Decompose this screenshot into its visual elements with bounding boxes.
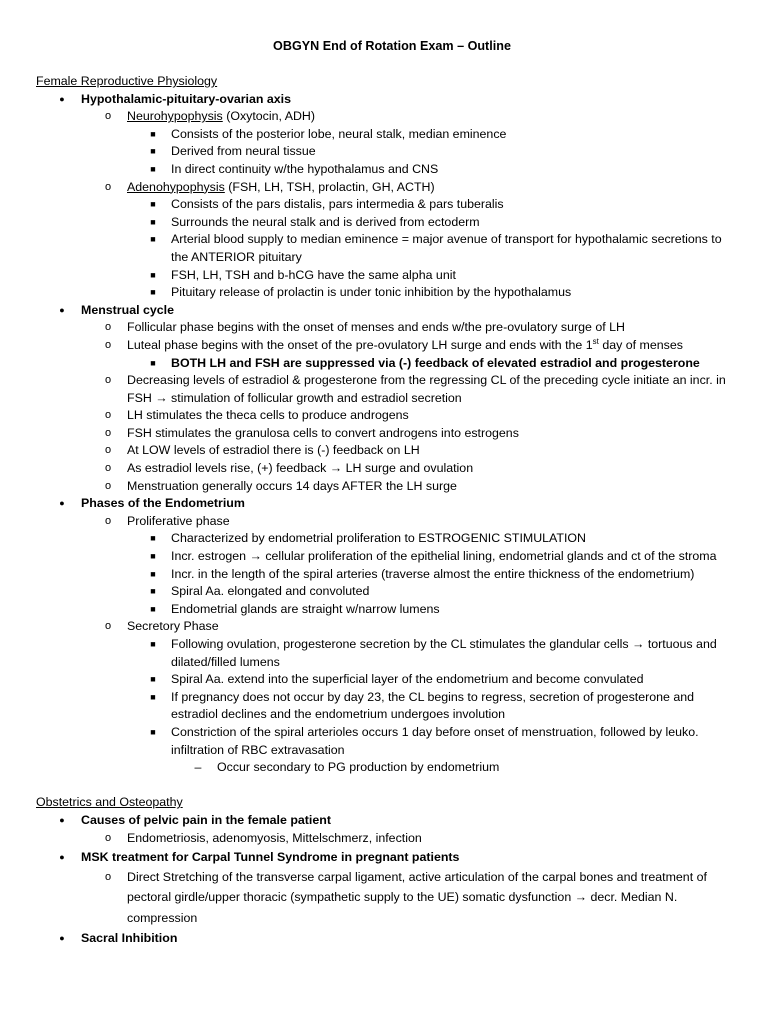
item-text: Luteal phase begins with the onset of the pre-ovulatory LH surge and ends with the 1 — [127, 337, 593, 352]
item-text: Derived from neural tissue — [171, 144, 316, 159]
bullet-square-icon: ■ — [150, 199, 156, 210]
list-item — [36, 636, 740, 671]
bullet-square-icon: ■ — [150, 128, 156, 139]
bullet-square-icon: ■ — [150, 726, 156, 737]
section-heading-physiology: Female Reproductive Physiology — [36, 74, 218, 88]
list-item — [36, 425, 740, 443]
bullet-square-icon: ■ — [150, 163, 156, 174]
bullet-square-icon: ■ — [150, 269, 156, 280]
item-text: FSH stimulates the granulosa cells to convert androgens into estrogens — [127, 425, 519, 440]
list-item — [36, 671, 740, 689]
list-item — [36, 442, 740, 460]
item-text: BOTH LH and FSH are suppressed via (-) feedback of elevated estradiol and progesterone — [171, 355, 700, 370]
bullet-square-icon: ■ — [150, 568, 156, 579]
bullet-circle-icon: o — [104, 409, 112, 422]
item-text: (Oxytocin, ADH) — [222, 109, 316, 124]
item-text: Decreasing levels of estradiol & progesterone from the regressing CL of the preceding cycle initiate an incr. in FSH → stimulation of follicular growth and estradiol secretion — [127, 373, 726, 405]
item-text: At LOW levels of estradiol there is (-) feedback on LH — [127, 443, 420, 458]
bullet-circle-icon: o — [104, 338, 112, 351]
item-text: As estradiol levels rise, (+) feedback → LH surge and ovulation — [127, 461, 474, 476]
item-text: Constriction of the spiral arterioles occurs 1 day before onset of menstruation, followed by leuko. infiltration of RBC extravasation — [171, 724, 699, 757]
list-item — [36, 460, 740, 478]
list-item — [36, 337, 740, 355]
item-text: Incr. estrogen → cellular proliferation of the epithelial lining, endometrial glands and ct of the stroma — [171, 549, 717, 564]
item-text: (FSH, LH, TSH, prolactin, GH, ACTH) — [224, 179, 435, 194]
list-item — [36, 759, 740, 777]
bullet-square-icon: ■ — [150, 287, 156, 298]
list-item — [36, 231, 740, 266]
outline-item-adenohypophysis — [36, 179, 740, 197]
bullet-circle-icon: o — [104, 444, 112, 457]
list-item — [36, 830, 740, 848]
list-item — [36, 319, 740, 337]
bullet-circle-icon: o — [104, 180, 112, 193]
bullet-square-icon: ■ — [150, 586, 156, 597]
item-text: Characterized by endometrial proliferation to ESTROGENIC STIMULATION — [171, 531, 586, 546]
list-item — [36, 143, 740, 161]
bullet-square-icon: ■ — [150, 357, 156, 368]
bullet-square-icon: ■ — [150, 691, 156, 702]
bullet-circle-icon: o — [104, 620, 112, 633]
item-text: Direct Stretching of the transverse carpal ligament, active articulation of the carpal bones and treatment of pectoral girdle/upper thoracic (sympathetic supply to the UE) somatic dysfunction → decr. Median N. compression — [127, 869, 707, 925]
list-item — [36, 583, 740, 601]
item-text: Surrounds the neural stalk and is derived from ectoderm — [171, 214, 480, 229]
bullet-dot-icon: ● — [59, 814, 65, 825]
item-label: Sacral Inhibition — [81, 931, 178, 946]
item-label: Menstrual cycle — [81, 302, 174, 317]
item-label: Hypothalamic-pituitary-ovarian axis — [81, 91, 292, 106]
list-item — [36, 724, 740, 759]
outline-item-carpal-tunnel — [36, 849, 740, 867]
bullet-circle-icon: o — [104, 321, 112, 334]
item-text: Secretory Phase — [127, 619, 219, 634]
outline-item-sacral-inhibition — [36, 930, 740, 948]
list-item — [36, 126, 740, 144]
item-text: Follicular phase begins with the onset of menses and ends w/the pre-ovulatory surge of LH — [127, 320, 625, 335]
outline-item-pelvic-pain — [36, 812, 740, 830]
item-text: Spiral Aa. elongated and convoluted — [171, 584, 370, 599]
bullet-square-icon: ■ — [150, 639, 156, 649]
item-text: day of menses — [598, 337, 683, 352]
outline-item-proliferative — [36, 513, 740, 531]
item-text: Endometrial glands are straight w/narrow lumens — [171, 601, 440, 616]
obstetrics-outline — [36, 812, 740, 948]
list-item — [36, 601, 740, 619]
item-label: Causes of pelvic pain in the female patient — [81, 812, 331, 827]
bullet-dot-icon: ● — [59, 498, 65, 509]
bullet-circle-icon: o — [104, 831, 112, 844]
bullet-square-icon: ■ — [150, 234, 156, 245]
item-text: Occur secondary to PG production by endometrium — [217, 760, 500, 775]
outline-item-axis — [36, 91, 740, 109]
list-item — [36, 267, 740, 285]
list-item — [36, 407, 740, 425]
bullet-square-icon: ■ — [150, 674, 156, 685]
list-item — [36, 867, 740, 929]
item-text: Menstruation generally occurs 14 days AFTER the LH surge — [127, 478, 457, 493]
outline-item-menstrual-cycle — [36, 302, 740, 320]
list-item — [36, 530, 740, 548]
outline-item-secretory — [36, 618, 740, 636]
item-text: If pregnancy does not occur by day 23, the CL begins to regress, secretion of progesterone and estradiol declines and the endometrium undergoes involution — [171, 689, 695, 722]
list-item — [36, 548, 740, 566]
list-item — [36, 284, 740, 302]
bullet-dash-icon: – — [194, 760, 202, 775]
item-text: Endometriosis, adenomyosis, Mittelschmerz, infection — [127, 830, 422, 845]
bullet-dot-icon: ● — [59, 852, 65, 863]
bullet-circle-icon: o — [104, 426, 112, 439]
bullet-square-icon: ■ — [150, 551, 156, 562]
item-text: Arterial blood supply to median eminence = major avenue of transport for hypothalamic secretions to the ANTERIOR pituitary — [171, 232, 722, 264]
item-text: Incr. in the length of the spiral arteries (traverse almost the entire thickness of the endometrium) — [171, 566, 695, 581]
bullet-circle-icon: o — [104, 110, 112, 123]
bullet-circle-icon: o — [104, 870, 112, 883]
bullet-circle-icon: o — [104, 462, 112, 475]
item-label: Phases of the Endometrium — [81, 496, 245, 511]
list-item — [36, 689, 740, 724]
item-text: Proliferative phase — [127, 513, 230, 528]
item-text: LH stimulates the theca cells to produce androgens — [127, 408, 409, 423]
bullet-square-icon: ■ — [150, 533, 156, 544]
item-text: Consists of the posterior lobe, neural stalk, median eminence — [171, 126, 507, 141]
item-text: FSH, LH, TSH and b-hCG have the same alpha unit — [171, 267, 456, 282]
section-heading-obstetrics: Obstetrics and Osteopathy — [36, 795, 183, 810]
item-text: Pituitary release of prolactin is under tonic inhibition by the hypothalamus — [171, 285, 572, 300]
bullet-dot-icon: ● — [59, 933, 65, 944]
list-item — [36, 355, 740, 373]
bullet-square-icon: ■ — [150, 216, 156, 227]
list-item — [36, 214, 740, 232]
item-text: Following ovulation, progesterone secretion by the CL stimulates the glandular cells → tortuous and dilated/filled lumens — [171, 637, 717, 669]
outline-item-neurohypophysis — [36, 108, 740, 126]
item-text: Consists of the pars distalis, pars intermedia & pars tuberalis — [171, 197, 504, 212]
term-adenohypophysis: Adenohypophysis — [127, 179, 225, 194]
superscript: st — [592, 336, 599, 346]
bullet-circle-icon: o — [104, 479, 112, 492]
bullet-circle-icon: o — [104, 514, 112, 527]
bullet-circle-icon: o — [104, 374, 112, 387]
item-label: MSK treatment for Carpal Tunnel Syndrome in pregnant patients — [81, 850, 460, 865]
physiology-outline — [36, 91, 740, 777]
section-spacer — [36, 777, 740, 795]
bullet-square-icon: ■ — [150, 146, 156, 157]
bullet-square-icon: ■ — [150, 603, 156, 614]
list-item — [36, 372, 740, 407]
list-item — [36, 478, 740, 496]
list-item — [36, 196, 740, 214]
outline-item-endometrium — [36, 495, 740, 513]
item-text: In direct continuity w/the hypothalamus and CNS — [171, 161, 439, 176]
list-item — [36, 161, 740, 179]
bullet-dot-icon: ● — [59, 304, 65, 315]
item-text: Spiral Aa. extend into the superficial layer of the endometrium and become convulated — [171, 672, 644, 687]
document-title: OBGYN End of Rotation Exam – Outline — [273, 39, 511, 53]
term-neurohypophysis: Neurohypophysis — [127, 109, 223, 124]
list-item — [36, 566, 740, 584]
bullet-dot-icon: ● — [59, 93, 65, 104]
